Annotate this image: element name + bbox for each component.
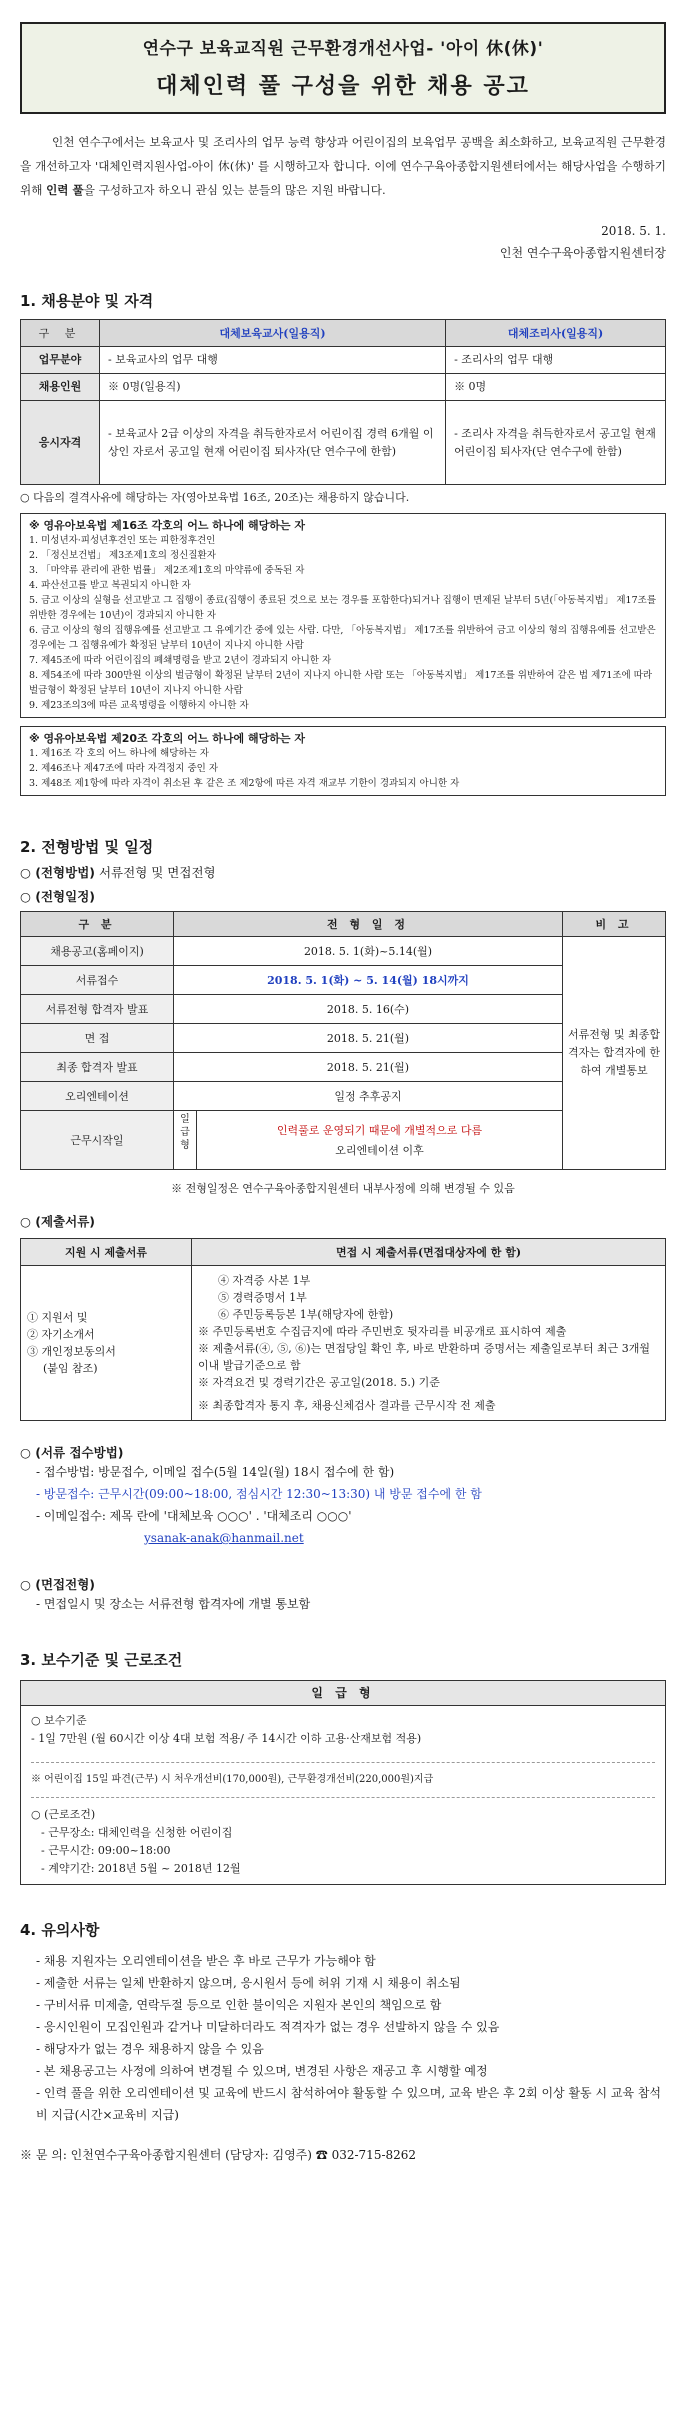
list-item: - 근무시간: 09:00~18:00 (41, 1844, 171, 1857)
cell: 일정 추후공지 (174, 1082, 563, 1111)
list-item: 6. 금고 이상의 형의 집행유예를 선고받고 그 유예기간 중에 있는 사람. 다만, 「아동복지법」 제17조를 위반하여 금고 이상의 형의 집행유예를 선고받은 경우에는 그 집행유예가 확정된 날부터 10년이 지나지 아니한 사람 (29, 625, 656, 651)
work-tag: 일급형 (174, 1111, 197, 1169)
list-item: (붙임 참조) (43, 1362, 98, 1375)
page-title: 대체인력 풀 구성을 위한 채용 공고 (156, 74, 530, 99)
list-item: - 인력 풀을 위한 오리엔테이션 및 교육에 반드시 참석하여야 활동할 수 있으며, 교육 받은 후 2회 이상 활동 시 교육 참석비 지급(시간×교육비 지급) (36, 2086, 662, 2122)
work-start-cell (174, 1111, 563, 1170)
table-row (21, 347, 666, 374)
cell: 서류전형 합격자 발표 (21, 995, 174, 1024)
section1-title: 1. 채용분야 및 자격 (20, 292, 154, 310)
remark-text: 서류전형 및 최종합격자는 합격자에 한하여 개별통보 (567, 1028, 660, 1077)
list-item: 7. 제45조에 따라 어린이집의 폐쇄명령을 받고 2년이 경과되지 아니한 자 (29, 655, 332, 666)
remark-cell (563, 937, 666, 1170)
apply-list (36, 1461, 666, 1549)
section3-title: 3. 보수기준 및 근로조건 (20, 1651, 183, 1669)
cell: 채용공고(홈페이지) (21, 937, 174, 966)
list-item: 3. 「마약류 관리에 관한 법률」 제2조제1호의 마약류에 중독된 자 (29, 565, 305, 576)
list-item: 3. 제48조 제1항에 따라 자격이 취소된 후 같은 조 제2항에 따른 자격 재교부 기한이 경과되지 아니한 자 (29, 778, 460, 789)
row-label: 응시자격 (21, 401, 100, 485)
row-label: 채용인원 (21, 374, 100, 401)
interview-text: - 면접일시 및 장소는 서류전형 합격자에 개별 통보함 (36, 1597, 311, 1611)
list-item: ※ 제출서류(④, ⑤, ⑥)는 면접당일 확인 후, 바로 반환하며 증명서는 제출일로부터 최근 3개월 이내 발급기준으로 함 (198, 1342, 651, 1372)
list-item: ① 지원서 및 (27, 1311, 88, 1324)
header-label: 구 분 (21, 320, 100, 347)
list-item: 1. 미성년자·피성년후견인 또는 피한정후견인 (29, 535, 216, 546)
list-item: - 구비서류 미제출, 연락두절 등으로 인한 불이익은 지원자 본인의 책임으로 함 (36, 1998, 442, 2012)
disqualification-note: ○ 다음의 결격사유에 해당하는 자(영아보육법 16조, 20조)는 채용하지 않습니다. (20, 491, 410, 504)
list-item: 8. 제54조에 따라 300만원 이상의 벌금형이 확정된 날부터 2년이 지나지 아니한 사람 또는 「아동복지법」 제17조를 위반하여 같은 법 제71조에 따라 벌금형이 확정된 날부터 10년이 지나지 아니한 사람 (29, 670, 653, 696)
method-line (20, 863, 666, 881)
row-label: 업무분야 (21, 347, 100, 374)
list-item: 5. 금고 이상의 실형을 선고받고 그 집행이 종료(집행이 종료된 것으로 보는 경우를 포함한다)되거나 집행이 면제된 날부터 5년(「아동복지법」 제17조를 위반한 경우에는 10년)이 경과되지 아니한 자 (29, 595, 656, 621)
disqualification-box-16 (20, 513, 666, 718)
th-interview-docs: 면접 시 제출서류(면접대상자에 한 함) (192, 1239, 666, 1266)
header-cook: 대체조리사(일용직) (446, 320, 666, 347)
list-item: - 근무장소: 대체인력을 신청한 어린이집 (41, 1826, 233, 1839)
table-row (21, 374, 666, 401)
contact-info: ※ 문 의: 인천연수구육아종합지원센터 (담당자: 김영주) ☎ 032-715-8262 (20, 2148, 417, 2162)
list-item: ⑤ 경력증명서 1부 (218, 1291, 307, 1304)
date: 2018. 5. 1. (601, 224, 666, 238)
list-item: - 채용 지원자는 오리엔테이션을 받은 후 바로 근무가 가능해야 함 (36, 1954, 376, 1968)
notes-list (36, 1950, 666, 2126)
list-item: 2. 「정신보건법」 제3조제1호의 정신질환자 (29, 550, 216, 561)
title-line1: 연수구 보육교직원 근무환경개선사업- '아이 休(休)' (142, 39, 544, 59)
list-item: - 제출한 서류는 일체 반환하지 않으며, 응시원서 등에 허위 기재 시 채용이 취소됨 (36, 1976, 461, 1990)
list-item: 2. 제46조나 제47조에 따라 자격정지 중인 자 (29, 763, 219, 774)
document (20, 22, 666, 2163)
docs-label (20, 1212, 666, 1230)
cell: 2018. 5. 1(화) ~ 5. 14(월) 18시까지 (174, 966, 563, 995)
list-item: - 계약기간: 2018년 5월 ~ 2018년 12월 (41, 1862, 241, 1875)
title-box (20, 22, 666, 114)
list-item: ※ 최종합격자 통지 후, 채용신체검사 결과를 근무시작 전 제출 (198, 1399, 496, 1412)
schedule-table (20, 911, 666, 1170)
pay-box (20, 1680, 666, 1885)
th-schedule: 전 형 일 정 (174, 912, 563, 937)
pay-header: 일 급 형 (21, 1681, 665, 1706)
section4-title: 4. 유의사항 (20, 1921, 100, 1939)
schedule-label (20, 887, 666, 905)
intro-text2: 을 구성하고자 하오니 관심 있는 분들의 많은 지원 바랍니다. (83, 183, 386, 197)
list-item: ② 자기소개서 (27, 1328, 95, 1341)
work-text1: 인력풀로 운영되기 때문에 개별적으로 다름 (276, 1124, 483, 1137)
list-item: - 본 채용공고는 사정에 의하여 변경될 수 있으며, 변경된 사항은 재공고 후 시행할 예정 (36, 2064, 488, 2078)
apply-label-text: ○ (서류 접수방법) (20, 1445, 124, 1460)
work-text2: 오리엔테이션 이후 (335, 1144, 424, 1157)
list-item: 4. 파산선고를 받고 복권되지 아니한 자 (29, 580, 191, 591)
disqualification-box-20 (20, 726, 666, 796)
cell: 최종 합격자 발표 (21, 1053, 174, 1082)
cell: 오리엔테이션 (21, 1082, 174, 1111)
list-item: ④ 자격증 사본 1부 (218, 1274, 311, 1287)
method-label: ○ (전형방법) (20, 865, 95, 880)
cell: ※ 0명 (446, 374, 666, 401)
pay-body (21, 1706, 665, 1884)
cell: ※ 0명(일용직) (100, 374, 446, 401)
intro-bold: 인력 풀 (46, 183, 84, 197)
cell: 2018. 5. 16(수) (174, 995, 563, 1024)
qualification-table (20, 319, 666, 485)
table-row (21, 937, 666, 966)
cell: 2018. 5. 1(화)~5.14(월) (174, 937, 563, 966)
cell: 2018. 5. 21(월) (174, 1053, 563, 1082)
schedule-label-text: ○ (전형일정) (20, 889, 95, 904)
cell: - 보육교사의 업무 대행 (100, 347, 446, 374)
list-item: ○ (근로조건) (31, 1797, 655, 1824)
signature-block (20, 220, 666, 264)
header-teacher: 대체보육교사(일용직) (100, 320, 446, 347)
cell: - 조리사 자격을 취득한자로서 공고일 현재 어린이집 퇴사자(단 연수구에 한함) (446, 401, 666, 485)
list-item: - 방문접수: 근무시간(09:00~18:00, 점심시간 12:30~13:30) 내 방문 접수에 한 함 (36, 1487, 482, 1501)
cell: 서류접수 (21, 966, 174, 995)
list-item: ※ 주민등록번호 수집금지에 따라 주민번호 뒷자리를 비공개로 표시하여 제출 (198, 1325, 567, 1338)
list-item: - 1일 7만원 (월 60시간 이상 4대 보험 적용/ 주 14시간 이하 고용·산재보험 적용) (31, 1732, 422, 1745)
section2-title: 2. 전형방법 및 일정 (20, 838, 154, 856)
list-item: ○ 보수기준 (31, 1714, 87, 1727)
email-link[interactable]: ysanak-anak@hanmail.net (144, 1531, 304, 1545)
list-item: 1. 제16조 각 호의 어느 하나에 해당하는 자 (29, 748, 209, 759)
list-item: ⑥ 주민등록등본 1부(해당자에 한함) (218, 1308, 394, 1321)
cell: - 조리사의 업무 대행 (446, 347, 666, 374)
organization: 인천 연수구육아종합지원센터장 (499, 246, 666, 260)
list-item: - 접수방법: 방문접수, 이메일 접수(5월 14일(월) 18시 접수에 한 함) (36, 1465, 395, 1479)
cell: - 보육교사 2급 이상의 자격을 취득한자로서 어린이집 경력 6개월 이상인 자로서 공고일 현재 어린이집 퇴사자(단 연수구에 한함) (100, 401, 446, 485)
method-text: 서류전형 및 면접전형 (95, 865, 216, 880)
intro-text1: 인천 연수구에서는 보육교사 및 조리사의 업무 능력 향상과 어린이집의 보육업무 공백을 최소화하고, 보육교직원 근무환경을 개선하고자 '대체인력지원사업-아이 休(休)' 를 시행하고자 합니다. 이에 연수구육아종합지원센터에서는 해당사업을 수행하기 위해 (20, 135, 666, 197)
documents-table (20, 1238, 666, 1421)
list-item: ③ 개인정보동의서 (27, 1345, 116, 1358)
list-item: 9. 제23조의3에 따른 교육명령을 이행하지 아니한 자 (29, 700, 249, 711)
th-category: 구 분 (21, 912, 174, 937)
list-item: - 해당자가 없는 경우 채용하지 않을 수 있음 (36, 2042, 264, 2056)
box-title: ※ 영유아보육법 제20조 각호의 어느 하나에 해당하는 자 (29, 732, 305, 745)
list-item: ※ 자격요건 및 경력기간은 공고일(2018. 5.) 기준 (198, 1376, 440, 1389)
intro-paragraph (20, 130, 666, 202)
apply-label (20, 1443, 666, 1461)
list-item: - 응시인원이 모집인원과 같거나 미달하더라도 적격자가 없는 경우 선발하지 않을 수 있음 (36, 2020, 500, 2034)
th-remark: 비 고 (563, 912, 666, 937)
list-item: ※ 어린이집 15일 파견(근무) 시 처우개선비(170,000원), 근무환경개선비(220,000원)지급 (31, 1762, 655, 1789)
box-title: ※ 영유아보육법 제16조 각호의 어느 하나에 해당하는 자 (29, 519, 305, 532)
docs-label-text: ○ (제출서류) (20, 1214, 95, 1229)
cell: 2018. 5. 21(월) (174, 1024, 563, 1053)
schedule-note: ※ 전형일정은 연수구육아종합지원센터 내부사정에 의해 변경될 수 있음 (171, 1182, 515, 1195)
th-apply-docs: 지원 시 제출서류 (21, 1239, 192, 1266)
interview-docs-cell (192, 1266, 666, 1421)
interview-label (20, 1575, 666, 1593)
cell: 근무시작일 (21, 1111, 174, 1170)
apply-docs-cell (21, 1266, 192, 1421)
list-item: - 이메일접수: 제목 란에 '대체보육 ○○○' . '대체조리 ○○○' (36, 1509, 352, 1523)
interview-label-text: ○ (면접전형) (20, 1577, 95, 1592)
cell: 면 접 (21, 1024, 174, 1053)
table-row (21, 401, 666, 485)
